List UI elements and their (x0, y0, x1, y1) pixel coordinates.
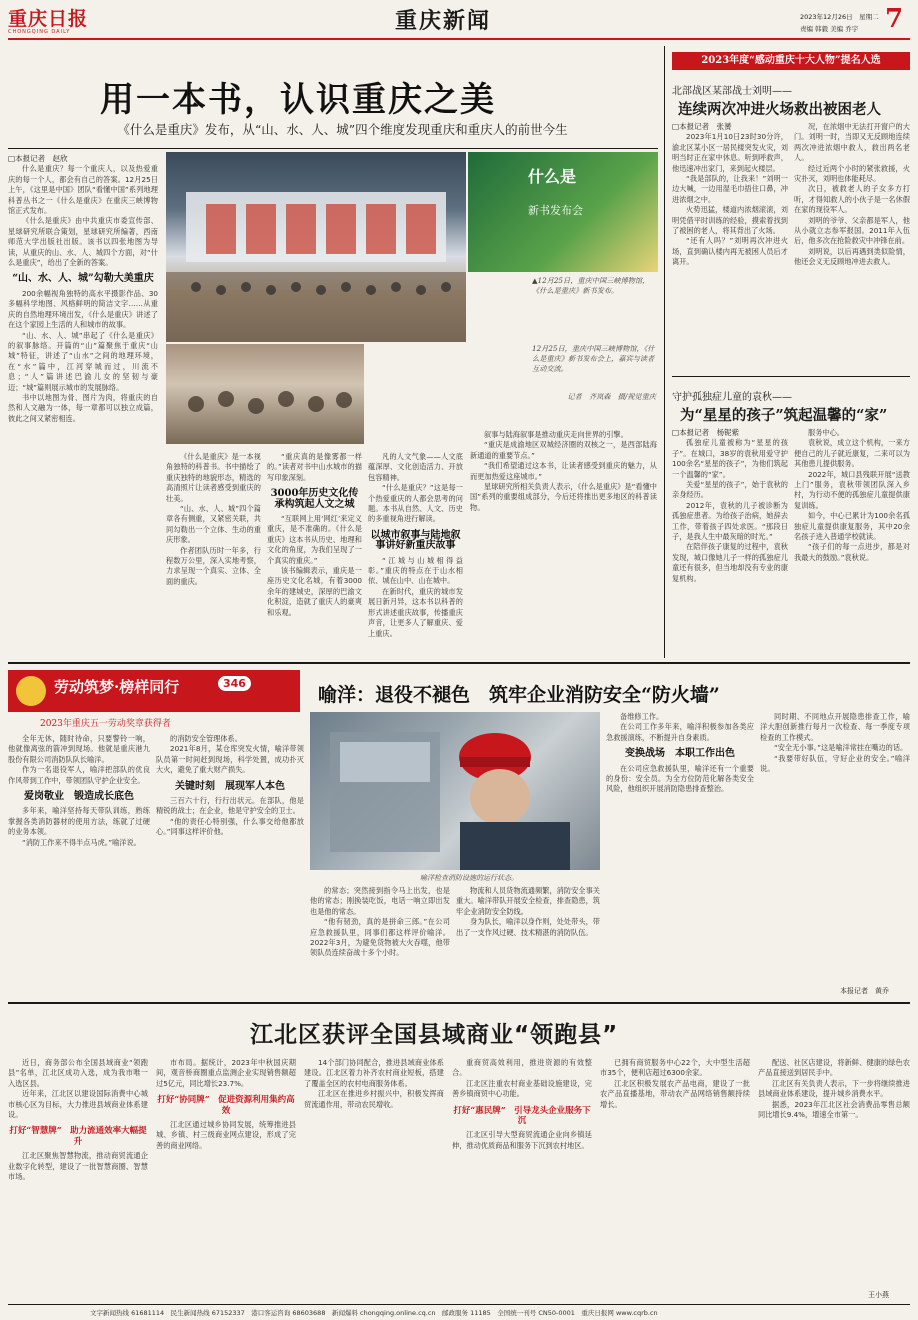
paragraph: 2012年，袁秋的儿子被诊断为孤独症患者。为给孩子治病，她辞去工作，带着孩子四处求医。“那段日子，是我人生中最灰暗的时光。” (672, 500, 788, 542)
lead-subhead-4: 以城市叙事与陆地叙事讲好新重庆故事 (370, 529, 461, 552)
bottom-column-5 (600, 1058, 750, 1298)
lead-headline: 用一本书，认识重庆之美 (100, 80, 496, 120)
lead-column-5 (470, 430, 657, 652)
paragraph: 14个部门协同配合，推进县域商业体系建设。江北区着力补齐农村商业短板，搭建了覆盖全区的农村电商服务体系。 (304, 1058, 444, 1088)
paragraph: “还有人吗？”刘明再次冲进火场，直到确认楼内再无被困人员后才离开。 (672, 236, 788, 267)
paragraph: 星球研究所相关负责人表示，《什么是重庆》是“看懂中国”系列的重要组成部分，今后还将推出更多地区的科普读物。 (470, 482, 657, 512)
middle-column-r3 (606, 712, 754, 996)
paragraph: “消防工作来不得半点马虎。”喻洋说。 (22, 837, 141, 847)
paragraph: 叙事与陆海叙事是推动重庆走向世界的引擎。 (484, 430, 628, 439)
paragraph: 多年来，喻洋坚持每天带队训练，熟练掌握各类消防器材的使用方法，练就了过硬的业务本领。 (8, 806, 150, 837)
paragraph: 江北区有关负责人表示，下一步将继续推进县域商业体系建设，提升城乡消费水平。 (758, 1078, 910, 1099)
photo-caption-1: ▲12月25日，重庆中国三峡博物馆，《什么是重庆》新书发布。 (532, 276, 650, 295)
paragraph: 况，在浓烟中无法打开窗户的大门。刘明一时，当即又无反顾地连续两次冲进浓烟中救人，救出两名老人。 (794, 122, 910, 163)
lead-column-4 (368, 452, 463, 652)
paragraph: “我要带好队伍，守好企业的安全。”喻洋说。 (760, 753, 910, 774)
paragraph: “我是部队的，让我来！”刘明一边大喊，一边用湿毛巾捂住口鼻，冲进浓烟之中。 (672, 174, 788, 204)
right1-byline: □本报记者 张赟 (672, 122, 732, 131)
paragraph: 作为一名退役军人，喻洋把部队的优良作风带到工作中，带领团队守护企业安全。 (8, 765, 150, 785)
lead-subhead-1: “山、水、人、城”勾勒大美重庆 (12, 273, 154, 285)
middle-column-mid (156, 734, 304, 996)
paragraph: 据悉，2023年江北区社会消费品零售总额同比增长9.4%，增速全市第一。 (758, 1099, 910, 1120)
lead-subhead-3: 3000年历史文化传承构筑起人文之城 (270, 488, 359, 510)
lead-column-3 (267, 452, 362, 652)
paragraph: 市布局。据统计，2023年中秋国庆期间，观音桥商圈重点监测企业实现销售额超过5亿元，同比增长23.7%。 (156, 1058, 296, 1088)
paragraph: 备维修工作。 (620, 712, 664, 721)
bottom-headline: 江北区获评全国县域商业“领跑县” (250, 1022, 619, 1048)
right1-kicker: 北部战区某部战士刘明—— (672, 86, 792, 97)
paragraph: 服务中心。 (808, 428, 844, 437)
lead-photo (166, 152, 466, 342)
right2-byline: □本报记者 杨铌紫 (672, 428, 740, 437)
bottom-credit: 王小燕 (868, 1291, 889, 1299)
lead-vertical-rule (664, 46, 665, 658)
labor-emblem-icon (16, 676, 46, 706)
lead-divider (8, 148, 658, 149)
secondary-photo (166, 344, 364, 444)
photo-credit: 记者 齐岚森 摄/视觉重庆 (567, 392, 656, 401)
firefighter-photo (310, 712, 600, 870)
masthead-rule (8, 38, 910, 40)
paragraph: 关爱“星星的孩子”，始于袁秋的亲身经历。 (672, 480, 788, 500)
paragraph: 如今，中心已累计为100余名孤独症儿童提供康复服务，其中20余名孩子进入普通学校就读。 (794, 511, 910, 542)
paragraph: 江北区通过城乡协同发展，统筹推进县城、乡镇、村三级商业网点建设，形成了完善的商业网络。 (156, 1120, 296, 1150)
section-rule-2 (8, 1002, 910, 1004)
lead-column-2 (166, 452, 261, 652)
bottom-column-1 (8, 1058, 148, 1298)
paragraph: 三百六十行，行行出状元。在部队，他是精锐的战士；在企业，他是守护安全的卫士。 (156, 796, 304, 816)
paragraph: 已拥有商贸服务中心22个，大中型生活超市35个，便利店超过6300余家。 (600, 1058, 750, 1078)
lead-subheadline: 《什么是重庆》发布，从“山、水、人、城”四个维度发现重庆和重庆人的前世今生 (117, 122, 568, 137)
paragraph: 什么是重庆？每一个重庆人，以及热爱重庆的每一个人，都会有自己的答案。12月25日上午，《这里是中国》团队“看懂中国”系列地理科普丛书之一《什么是重庆》在重庆三峡博物馆正式发布。 (8, 164, 158, 216)
bottom-column-2 (156, 1058, 296, 1298)
right2-column-b (794, 428, 910, 656)
masthead-logo (8, 4, 98, 35)
paragraph: “重庆真的是像雾都一样的。”读者对书中山水城市的描写印象深刻。 (267, 452, 362, 482)
paragraph: “安全无小事。”这是喻洋常挂在嘴边的话。 (774, 743, 908, 753)
paragraph: 孤独症儿童被称为“星星的孩子”。在城口，38岁的袁秋用爱守护100余名“星星的孩子”，为他们筑起一个温馨的“家”。 (672, 438, 788, 479)
right1-column-a (672, 122, 788, 368)
bottom-subhead-2: 打好“协同牌” 促进资源利用集约高效 (157, 1095, 295, 1116)
logo-text: 重庆日报 (8, 8, 89, 30)
paragraph: 作者团队历时一年多，行程数万公里，深入实地考察，力求呈现一个真实、立体、全面的重庆。 (166, 545, 261, 586)
paragraph: 在公司工作多年来，喻洋积极参加各类应急救援演练，不断提升自身素质。 (606, 722, 754, 742)
middle-subhead-1: 爱岗敬业 锻造成长底色 (24, 791, 134, 803)
bottom-column-3 (304, 1058, 444, 1298)
paragraph: “他有韧劲，真的是拼命三郎。”在公司应急救援队里，同事们都这样评价喻洋。2022年3月，为避免货物被大火吞噬，他带领队员连续奋战十多个小时。 (310, 917, 450, 958)
labor-banner-title: 劳动筑梦·榜样同行 (54, 678, 180, 696)
middle-subhead-3: 变换战场 本职工作出色 (625, 748, 735, 760)
paragraph: “什么是重庆？”这是每一个热爱重庆的人都会思考的问题。本书从自然、人文、历史的多重视角进行解读。 (368, 483, 463, 524)
paragraph: 刘明的爷爷、父亲都是军人，他从小就立志参军报国。2011年入伍后，他多次在抢险救灾中冲锋在前。 (794, 215, 910, 246)
middle-column-r1 (310, 886, 450, 996)
middle-subhead-2: 关键时刻 展现军人本色 (175, 780, 285, 792)
paragraph: 2021年8月，某仓库突发火情，喻洋带领队员第一时间赶到现场，科学处置，成功扑灭大火，避免了重大财产损失。 (156, 744, 304, 775)
paragraph: 该书编辑表示，重庆是一座历史文化名城，有着3000余年的建城史，深厚的巴渝文化积淀，造就了重庆人的豪爽和乐观。 (267, 566, 362, 617)
firefighter-scene (310, 712, 600, 870)
lead-byline: □本报记者 赵欣 (8, 154, 68, 163)
paragraph: 《什么是重庆》是一本视角独特的科普书。书中描绘了重庆独特的地貌形态，精选的高清照片让读者感受到重庆的壮美。 (166, 452, 261, 503)
middle-column-r4 (760, 712, 910, 982)
paragraph: 物流和人员货物流通频繁，消防安全事关重大。喻洋带队开展安全检查，排查隐患，筑牢企业消防安全防线。 (456, 886, 600, 916)
paragraph: 在陪伴孩子康复的过程中，袁秋发现，城口像她儿子一样的孤独症儿童还有很多，但当地却没有专业的康复机构。 (672, 542, 788, 583)
middle-headline: 喻洋：退役不褪色 筑牢企业消防安全“防火墙” (318, 684, 720, 706)
section-rule-1 (8, 662, 910, 664)
bottom-column-6 (758, 1058, 910, 1290)
lead-column-1 (8, 154, 158, 518)
paragraph: 近年来，江北区以建设国际消费中心城市核心区为目标，大力推进县域商业体系建设。 (8, 1089, 148, 1120)
labor-banner (8, 670, 300, 712)
paragraph: 江北区注重农村商业基础设施建设，完善乡镇商贸中心功能。 (452, 1078, 592, 1099)
bottom-subhead-4: 打好“惠民牌” 引导龙头企业服务下沉 (453, 1105, 591, 1127)
paragraph: “重庆是成渝地区双城经济圈的双核之一，是西部陆海新通道的重要节点。” (470, 440, 657, 460)
paragraph: 次日，被救老人的子女多方打听，才得知救人的小伙子是一名休假在家的现役军人。 (794, 184, 910, 215)
paragraph: “山、水、人、城”四个篇章各有侧重，又紧密关联，共同勾勒出一个立体、生动的重庆形象。 (166, 504, 261, 545)
paragraph: “江城与山城相得益彰。”重庆的特点在于山水相依、城在山中、山在城中。 (368, 555, 463, 586)
middle-column-left (8, 734, 150, 996)
paragraph: 江北区聚焦智慧物流，推动商贸流通企业数字化转型，建设了一批智慧商圈、智慧市场。 (8, 1151, 148, 1182)
paragraph: 在新时代，重庆的城市发展日新月异，这本书以科普的形式讲述重庆故事，传播重庆声音，让更多人了解重庆、爱上重庆。 (368, 586, 463, 638)
paragraph: 书中以地图为骨、图片为肉，将重庆的自然和人文融为一体，每一章都可以独立成篇，彼此之间又紧密相连。 (8, 392, 158, 423)
paragraph: 的消防安全管理体系。 (170, 734, 242, 743)
photo-scene (166, 152, 466, 342)
paragraph: 的常态；突然接到指令马上出发，也是他的常态；刚换装吃饭，电话一响立即出发也是他的常态。 (310, 886, 450, 916)
paragraph: 200余幅视角独特的高水平摄影作品、30多幅科学地图、风格鲜明的简洁文字……从重庆的自然地理环境出发，《什么是重庆》讲述了在这个家园上生活的人和城市的故事。 (8, 288, 158, 330)
paragraph: 重商贸高效利用，推进资源的有效整合。 (452, 1058, 592, 1078)
paragraph: 配送、社区店建设，将新鲜、健康的绿色农产品直接送到居民手中。 (758, 1058, 910, 1078)
paragraph: 凡的人文气象——人文底蕴深厚、文化创造活力、开放包容精神。 (368, 452, 463, 482)
middle-photo-caption: 喻洋检查消防设施的运行状态。 (420, 874, 518, 882)
paragraph: “山、水、人、城”串起了《什么是重庆》的叙事脉络。开篇的“山”篇聚焦于重庆“山城”特征，讲述了“山水”之间的地理环境，在“水”篇中，江河穿城而过，川流不息；“人”篇讲述巴渝儿女的坚韧与豪迈；“城”篇则展示城市的发展脉络。 (8, 330, 158, 392)
footer-rule (8, 1304, 910, 1305)
right-divider (672, 376, 910, 377)
labor-banner-number: 346 (218, 676, 251, 691)
issue-date: 2023年12月26日 星期二 (800, 13, 879, 21)
paragraph: “我们希望通过这本书，让读者感受到重庆的魅力，从而更加热爱这座城市。” (470, 461, 657, 481)
paragraph: “互联网上用‘网红’来定义重庆，是不准确的。《什么是重庆》这本书从历史、地理和文化的角度，为我们呈现了一个真实的重庆。” (267, 514, 362, 565)
paragraph: 刘明说，以后再遇到类似险情，他还会义无反顾地冲进去救人。 (794, 246, 910, 267)
paragraph: 2022年，城口县残联开展“送教上门”服务，袁秋带领团队深入乡村，为行动不便的孤独症儿童提供康复训练。 (794, 469, 910, 510)
right1-column-b (794, 122, 910, 368)
bottom-subhead-1: 打好“智慧牌” 助力流通效率大幅提升 (9, 1126, 147, 1147)
paragraph: 2023年1月10日23时30分许，渝北区某小区一居民楼突发火灾，刘明当时正在家中休息。听到呼救声，他迅速冲出家门，来到起火楼层。 (672, 132, 788, 173)
paragraph: 在公司应急救援队里，喻洋还有一个重要的身份：安全员。为全方位防范化解各类安全风险，他组织开展消防隐患排查整治。 (606, 763, 754, 794)
footer-info: 文字新闻热线 61681114 民生新闻热线 67152337 港口客运咨询 68603688 新闻爆料 chongqing.online.cq.cn 邮政服务 11185 全国统一刊号 CN50-0001 重庆日报网 www.cqrb.cn (90, 1309, 658, 1317)
right2-headline: 为“星星的孩子”筑起温馨的“家” (680, 407, 888, 424)
paragraph: 身为队长，喻洋以身作则，处处带头，带出了一支作风过硬、技术精湛的消防队伍。 (456, 917, 600, 937)
middle-credit: 本报记者 黄乔 (840, 987, 889, 995)
paragraph: 经过近两个小时的紧张救援，火灾扑灭，刘明也体能耗尽。 (794, 163, 910, 184)
right2-kicker: 守护孤独症儿童的袁秋—— (672, 392, 792, 403)
page-number: 7 (885, 4, 904, 34)
paragraph: “他的责任心特别强，什么事交给他都放心。”同事这样评价他。 (156, 816, 304, 837)
paragraph: 江北区积极发展农产品电商，建设了一批农产品直播基地，带动农产品网络销售额持续增长。 (600, 1078, 750, 1109)
paragraph: 近日，商务部公布全国县域商业“领跑县”名单，江北区成功入选，成为我市唯一入选区县。 (8, 1058, 148, 1088)
section-title: 重庆新闻 (395, 8, 492, 34)
paragraph: “孩子们的每一点进步，都是对我最大的鼓励。”袁秋说。 (794, 542, 910, 562)
labor-banner-subtitle: 2023年重庆五一劳动奖章获得者 (40, 719, 171, 729)
bottom-column-4 (452, 1058, 592, 1298)
paragraph: 袁秋说，成立这个机构，一来方便自己的儿子就近康复，二来可以为其他患儿提供服务。 (794, 438, 910, 469)
paragraph: 全年无休，随时待命，只要警铃一响，他就像离弦的箭冲到现场。他就是重庆港九股份有限公司消防队队长喻洋。 (8, 734, 150, 764)
right1-headline: 连续两次冲进火场救出被困老人 (678, 101, 881, 118)
award-badge-text: 2023年度“感动重庆十大人物”提名人选 (701, 55, 881, 66)
audience-scene (166, 344, 364, 444)
logo-subtext: CHONGQING DAILY (8, 29, 71, 35)
photo-caption-2: 12月25日，重庆中国三峡博物馆，《什么是重庆》新书发布会上，嘉宾与读者互动交流。 (532, 344, 655, 373)
middle-column-r2 (456, 886, 600, 996)
editor-credits: 责编 韩毅 美编 乔宇 (800, 25, 859, 33)
right2-column-a (672, 428, 788, 656)
paragraph: 同时期、不同地点开展隐患排查工作，喻洋大胆创新推行每月一次检查、每一季度专项检查的工作模式。 (760, 712, 910, 742)
award-badge (672, 52, 910, 70)
paragraph: 江北区引导大型商贸流通企业向乡镇延伸，推动优质商品和服务下沉到农村地区。 (452, 1130, 592, 1150)
paragraph: 火势迅猛，楼道内浓烟滚滚，刘明凭借平时训练的经验，摸索着找到了被困的老人，将其背出了火场。 (672, 205, 788, 236)
paragraph: 《什么是重庆》由中共重庆市委宣传部、星球研究所联合策划，星球研究所编著，西南师范大学出版社出版。该书以四张地图为导读，从重庆的山、水、人、城四个方面，对“什么是重庆”，给出了全新的答案。 (8, 216, 158, 268)
book-cover-photo: 什么是 新书发布会 (468, 152, 658, 272)
paragraph: 江北区在推进乡村振兴中，积极发挥商贸流通作用，带动农民增收。 (304, 1089, 444, 1109)
